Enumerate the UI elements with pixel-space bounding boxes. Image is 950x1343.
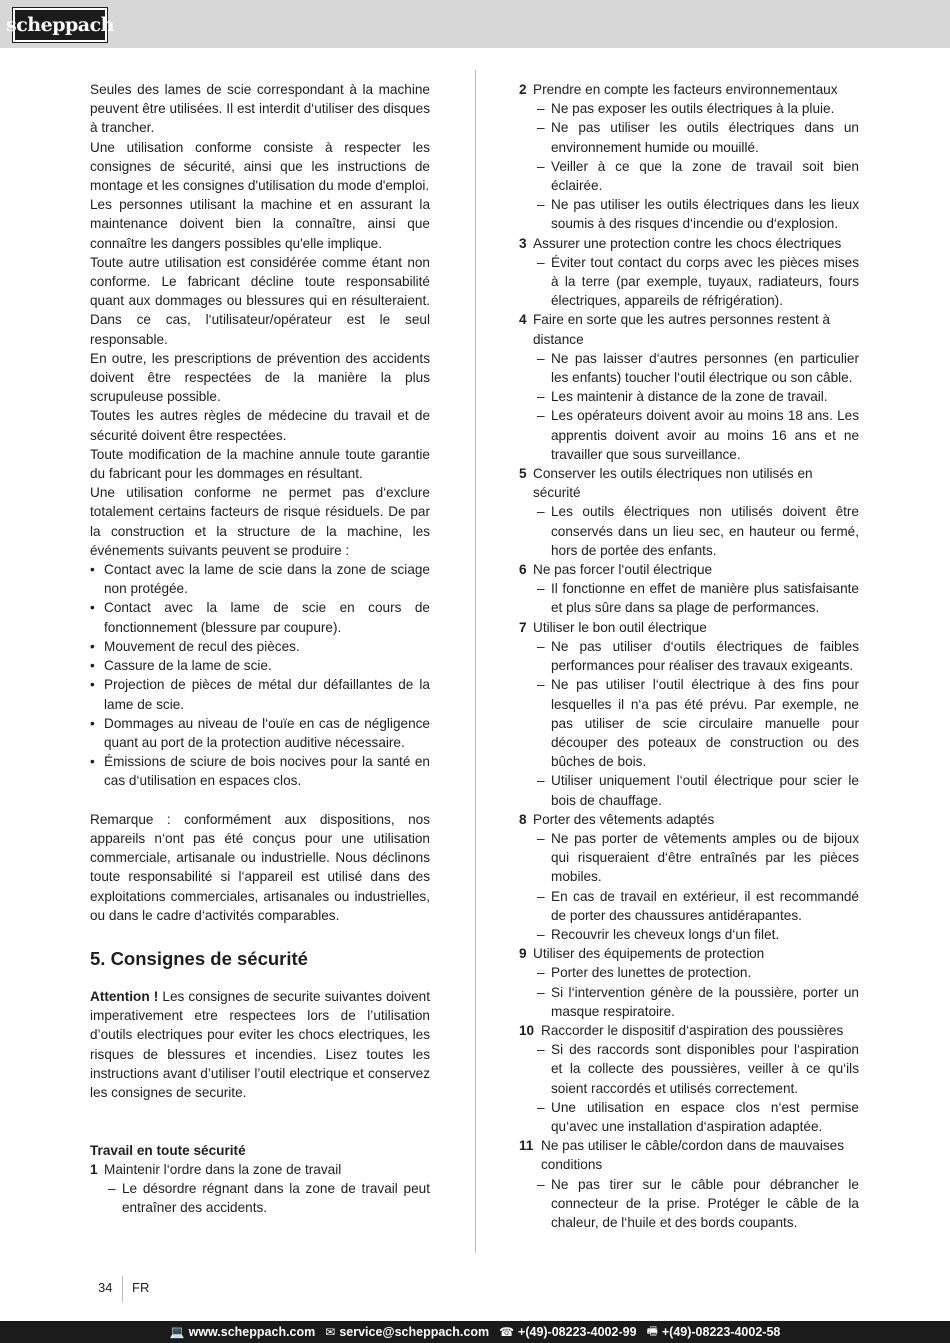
safety-item [519,310,859,348]
subheading-safe-work: Travail en toute sécurité [90,1142,246,1158]
fax-text: +(49)-08223-4002-58 [661,1325,781,1339]
page-separator [122,1276,123,1302]
dash-text: Il fonctionne en effet de manière plus satisfaisante et plus sûre dans sa plage de performances. [551,581,859,616]
dash-text: Éviter tout contact du corps avec les pièces mises à la terre (par exemple, tuyaux, radiateurs, fours électriques, appareils de réfrigération). [551,254,859,309]
bullet-mark: • [90,754,95,770]
section-title: 5. Consignes de sécurité [90,947,308,969]
bullet-item [90,560,430,598]
item-dash [519,99,859,118]
right-column [519,80,859,1232]
intended-use-paragraphs [90,80,430,560]
item-number: 6 [519,562,527,578]
dash-text: Les opérateurs doivent avoir au moins 18 ans. Les apprentis doivent avoir au moins 16 ans et ne travailler que sous surveillance. [551,408,859,462]
bullet-item [90,714,430,752]
bullet-item [90,675,430,713]
dash-mark: – [537,408,545,424]
safety-item [519,234,859,253]
bullet-mark: • [90,715,95,731]
item-dash [519,387,859,406]
footer-email[interactable] [325,1325,489,1339]
item-title: Ne pas forcer l‘outil électrique [533,562,713,578]
footer-phone[interactable] [499,1325,636,1339]
footer-bar [0,1321,950,1343]
item-title: Faire en sorte que les autres personnes restent à distance [533,312,830,347]
item-number: 9 [519,946,527,962]
item-number: 11 [519,1138,534,1154]
bullet-text: Projection de pièces de métal dur défaillantes de la lame de scie. [104,677,430,712]
safety-item [519,810,859,829]
footer-fax [647,1322,781,1343]
item-dash [519,579,859,617]
bullet-text: Contact avec la lame de scie en cours de fonctionnement (blessure par coupure). [104,600,430,635]
item-dash [90,1179,430,1217]
item-dash [519,1175,859,1233]
remark-paragraph: Remarque : conformément aux dispositions, nos appareils n‘ont pas été conçus pour une utilisation commerciale, artisanale ou industrielle. Nous déclinons toute responsabilité si l‘appareil est utilisé dans des exploitations commerciales, artisanales ou industrielles, ou dans le cadre d‘activités comparables. [90,811,430,923]
phone-icon: ☎ [499,1325,515,1339]
dash-text: Ne pas exposer les outils électriques à la pluie. [551,101,835,117]
bullet-text: Dommages au niveau de l‘ouïe en cas de négligence quant au port de la protection auditive nécessaire. [104,715,430,750]
intended-use-paragraph: Toute autre utilisation est considérée comme étant non conforme. Le fabricant décline toute responsabilité quant aux dommages ou blessures qui en résulteraient. Dans ce cas, l‘utilisateur/opérateur est le seul responsable. [90,254,430,347]
item-dash [519,502,859,560]
item-number: 5 [519,466,527,482]
item-dash [519,406,859,464]
dash-text: Le désordre régnant dans la zone de travail peut entraîner des accidents. [122,1180,430,1216]
item-dash [519,637,859,675]
dash-text: Veiller à ce que la zone de travail soit bien éclairée. [551,158,859,194]
bullet-item [90,637,430,656]
attention-paragraph [90,987,430,1102]
dash-text: Ne pas utiliser les outils électriques dans les lieux soumis à des risques d‘incendie ou d‘explosion. [551,197,859,232]
item-dash [519,771,859,809]
item-number: 8 [519,811,527,827]
intended-use-paragraph: Seules des lames de scie correspondant à la machine peuvent être utilisées. Il est interdit d‘utiliser des disques à trancher. [90,82,430,136]
bullet-item [90,656,430,675]
dash-text: Porter des lunettes de protection. [551,965,752,981]
safety-item [90,1160,430,1179]
item-dash [519,925,859,944]
item-dash [519,887,859,925]
safety-item [519,618,859,637]
dash-text: Une utilisation en espace clos n‘est permise qu‘avec une installation d‘aspiration adaptée. [551,1099,859,1134]
dash-text: Recouvrir les cheveux longs d‘un filet. [551,926,780,942]
page-language: FR [132,1280,150,1295]
safety-item [519,560,859,579]
dash-mark: – [537,581,545,597]
dash-mark: – [537,350,545,366]
dash-text: Les maintenir à distance de la zone de travail. [551,389,828,405]
dash-mark: – [537,830,545,846]
dash-mark: – [537,773,545,789]
dash-mark: – [537,984,545,1000]
scheppach-logo: scheppach [13,8,107,42]
intended-use-paragraph: Une utilisation conforme ne permet pas d‘exclure totalement certains facteurs de risque résiduels. De par la construction et la structure de la machine, les événements suivants peuvent se produire : [90,485,430,558]
bullet-text: Contact avec la lame de scie dans la zone de sciage non protégée. [104,562,430,597]
phone-text: +(49)-08223-4002-99 [518,1325,637,1339]
bullet-mark: • [90,600,95,616]
dash-mark: – [537,1099,545,1115]
bullet-mark: • [90,562,95,578]
item-title: Utiliser le bon outil électrique [533,619,707,635]
mail-icon: ✉ [325,1325,336,1339]
item-dash [519,157,859,195]
bullet-text: Cassure de la lame de scie. [104,658,272,674]
item-dash [519,253,859,311]
email-text: service@scheppach.com [339,1325,490,1339]
item-title: Utiliser des équipements de protection [533,946,765,962]
safety-item [519,464,859,502]
safety-items-list [519,80,859,1232]
dash-text: Ne pas tirer sur le câble pour débrancher le connecteur de la prise. Protéger le câble de la chaleur, de l‘huile et des bords coupants. [551,1176,859,1230]
dash-mark: – [537,254,545,270]
item-title: Ne pas utiliser le câble/cordon dans de mauvaises conditions [541,1138,845,1173]
dash-mark: – [537,965,545,981]
bullet-mark: • [90,677,95,693]
intended-use-paragraph: En outre, les prescriptions de prévention des accidents doivent être respectées de la manière la plus scrupuleuse possible. [90,350,430,405]
item-dash [519,829,859,887]
safety-item [519,1021,859,1040]
attention-text: Les consignes de securite suivantes doivent imperativement etre respectees lors de l’utilisation d’outils electriques pour eviter les chocs electriques, les risques de blessures et incendies. Lisez toutes les instructions avant d’utiliser l’outil electrique et conservez les consignes de securite. [90,988,430,1100]
dash-mark: – [537,638,545,654]
residual-risks-list [90,560,430,790]
safety-item [519,1136,859,1174]
dash-mark: – [537,158,545,174]
intended-use-paragraph: Une utilisation conforme consiste à respecter les consignes de sécurité, ainsi que les instructions de montage et les consignes d'utilisation du mode d'emploi. [90,139,430,194]
footer-website[interactable] [170,1325,316,1339]
dash-mark: – [537,677,545,693]
website-text: www.scheppach.com [188,1325,316,1339]
item-title: Assurer une protection contre les chocs électriques [533,235,842,251]
dash-text: En cas de travail en extérieur, il est recommandé de porter des chaussures antidérapantes. [551,888,859,923]
item-title: Raccorder le dispositif d‘aspiration des poussières [541,1022,844,1038]
bullet-mark: • [90,638,95,654]
bullet-item [90,752,430,790]
attention-label: Attention ! [90,988,159,1004]
bullet-text: Émissions de sciure de bois nocives pour la santé en cas d‘utilisation en espaces clos. [104,754,430,789]
safety-item [519,80,859,99]
dash-text: Ne pas porter de vêtements amples ou de bijoux qui risqueraient d‘être entraînés par les pièces mobiles. [551,830,859,885]
safety-item [519,944,859,963]
dash-text: Si des raccords sont disponibles pour l‘aspiration et la collecte des poussières, veiller à ce qu‘ils soient raccordés et utilisés correctement. [551,1042,859,1096]
intended-use-paragraph: Les personnes utilisant la machine et en assurant la maintenance doivent bien la connaître, ainsi que connaître les dangers possibles qu'elle implique. [90,197,430,251]
dash-mark: – [537,926,545,942]
dash-text: Si l‘intervention génère de la poussière, porter un masque respiratoire. [551,984,859,1019]
item-dash [519,675,859,771]
item-title: Porter des vêtements adaptés [533,811,715,827]
bullet-item [90,598,430,636]
item-number: 3 [519,235,527,251]
item-number: 10 [519,1022,535,1038]
dash-mark: – [537,504,545,520]
dash-mark: – [537,1042,545,1058]
item-dash [519,195,859,233]
item-dash [519,118,859,156]
item-number: 7 [519,619,527,635]
dash-text: Ne pas utiliser les outils électriques dans un environnement humide ou mouillé. [551,120,859,155]
item-dash [519,1040,859,1098]
item-dash [519,349,859,387]
item-title: Prendre en compte les facteurs environnementaux [533,82,838,97]
page-number: 34 [98,1280,113,1295]
column-divider [475,70,476,1253]
item-dash [519,1098,859,1136]
dash-mark: – [537,197,545,213]
bullet-text: Mouvement de recul des pièces. [104,638,300,654]
bullet-mark: • [90,658,95,674]
dash-text: Ne pas laisser d‘autres personnes (en particulier les enfants) toucher l‘outil électrique ou son câble. [551,350,859,386]
dash-mark: – [537,389,545,405]
computer-icon: 💻 [169,1325,185,1339]
item-dash [519,983,859,1021]
dash-text: Utiliser uniquement l‘outil électrique pour scier le bois de chauffage. [551,773,859,808]
intended-use-paragraph: Toute modification de la machine annule toute garantie du fabricant pour les dommages en résultant. [90,446,430,482]
left-column [90,80,430,1217]
dash-mark: – [537,120,545,136]
dash-text: Ne pas utiliser d‘outils électriques de faibles performances pour réaliser des travaux exigeants. [551,638,859,674]
item-title: Maintenir l‘ordre dans la zone de travail [104,1161,342,1177]
header-bar [0,0,950,48]
fax-icon: 🖷 [646,1323,658,1338]
item-number: 2 [519,82,527,97]
item-number: 4 [519,312,527,328]
dash-mark: – [537,101,545,117]
dash-mark: – [537,1176,545,1192]
intended-use-paragraph: Toutes les autres règles de médecine du travail et de sécurité doivent être respectées. [90,408,430,443]
dash-mark: – [108,1180,116,1196]
item-number: 1 [90,1161,98,1177]
item-title: Conserver les outils électriques non utilisés en sécurité [533,466,813,501]
dash-text: Les outils électriques non utilisés doivent être conservés dans un lieu sec, en hauteur ou fermé, hors de portée des enfants. [551,504,859,558]
dash-text: Ne pas utiliser l‘outil électrique à des fins pour lesquelles il n‘a pas été prévu. Par exemple, ne pas utiliser de scie circulaire manuelle pour découper des poteaux de construction ou des bûches de bois. [551,677,859,770]
item-dash [519,963,859,982]
dash-mark: – [537,888,545,904]
